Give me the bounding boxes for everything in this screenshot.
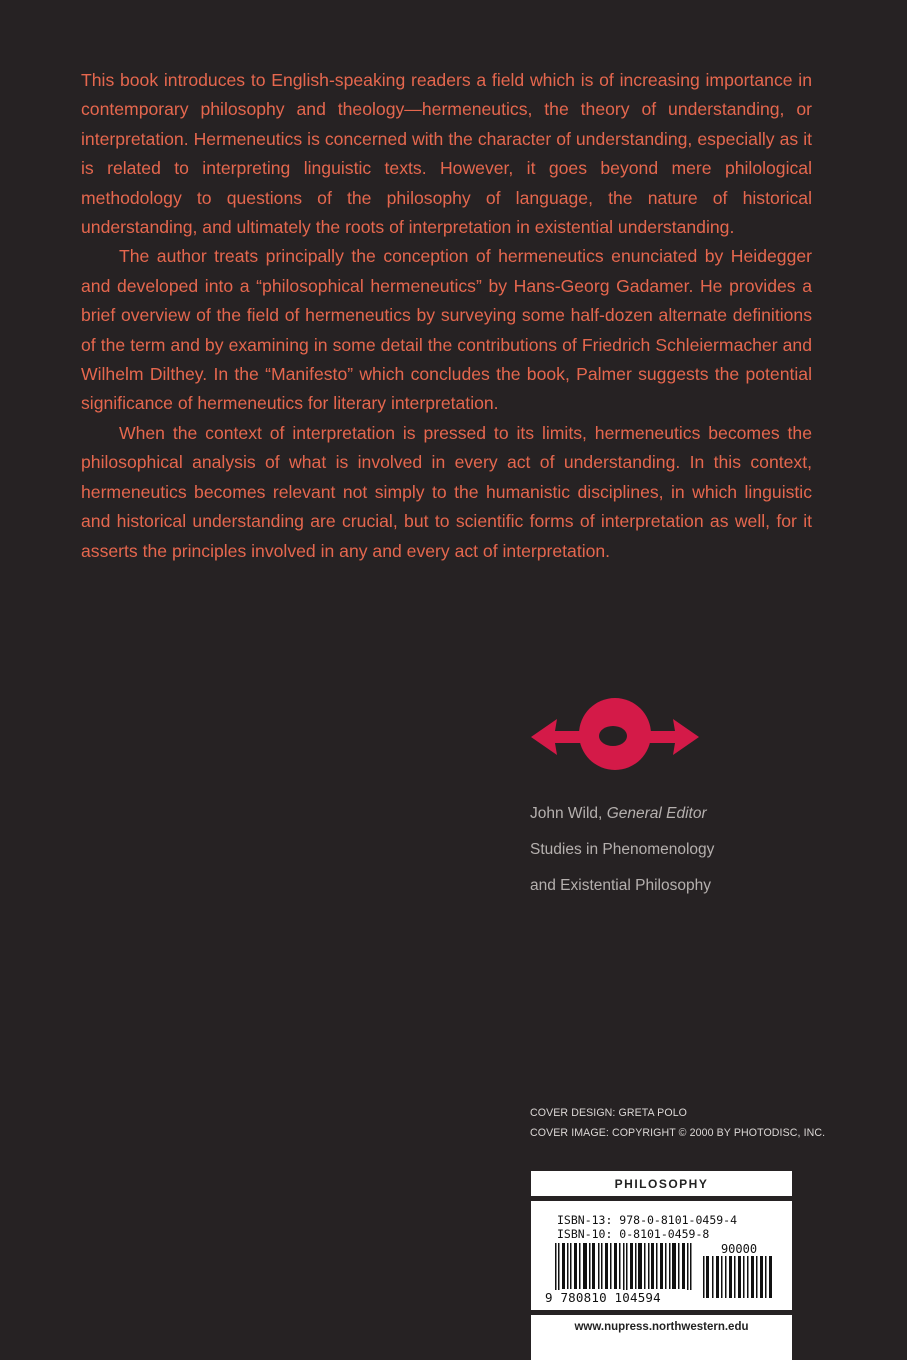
addon-barcode-icon: [703, 1256, 773, 1298]
back-cover-blurb: [81, 66, 812, 566]
isbn-10: ISBN-10: 0-8101-0459-8: [557, 1227, 710, 1241]
publisher-url[interactable]: www.nupress.northwestern.edu: [574, 1321, 749, 1333]
blurb-paragraph-2: The author treats principally the conception of hermeneutics enunciated by Heidegger and developed into a “philosophical hermeneutics” by Hans-Georg Gadamer. He provides a brief overview of the field of hermeneutics by surveying some half-dozen alternate definitions of the term and by examining in some detail the contributions of Friedrich Schleiermacher and Wilhelm Dilthey. In the “Manifesto” which concludes the book, Palmer suggests the potential significance of hermeneutics for literary interpretation.: [81, 246, 812, 414]
blurb-paragraph-1: This book introduces to English-speaking readers a field which is of increasing importance in contemporary philosophy and theology—hermeneutics, the theory of understanding, or interpretation. Hermeneutics is concerned with the character of understanding, especially as it is related to interpreting linguistic texts. However, it goes beyond mere philological methodology to questions of the philosophy of language, the nature of historical understanding, and ultimately the roots of interpretation in existential understanding.: [81, 70, 812, 238]
ean-number: 9 780810 104594: [545, 1290, 695, 1305]
series-logo-icon: [529, 692, 701, 774]
series-title-line-1: Studies in Phenomenology: [530, 841, 715, 858]
isbn-13: ISBN-13: 978-0-8101-0459-4: [557, 1213, 738, 1227]
barcode-panel: [531, 1201, 792, 1310]
editor-role: General Editor: [606, 805, 707, 822]
cover-image-credit: COVER IMAGE: COPYRIGHT © 2000 BY PHOTODISC, INC.: [530, 1127, 826, 1139]
isbn-text: [557, 1213, 737, 1241]
series-title-line-2: and Existential Philosophy: [530, 877, 711, 894]
series-editor: [530, 796, 714, 832]
barcode-addon-number: 90000: [720, 1242, 758, 1256]
cover-credits: [530, 1103, 825, 1143]
blurb-paragraph-3: When the context of interpretation is pressed to its limits, hermeneutics becomes the philosophical analysis of what is involved in every act of understanding. In this context, hermeneutics becomes relevant not simply to the humanistic disciplines, in which linguistic and historical understanding are crucial, but to scientific forms of interpretation as well, for it asserts the principles involved in any and every act of interpretation.: [81, 422, 812, 561]
ean-barcode-icon: [555, 1243, 695, 1295]
cover-design-credit: COVER DESIGN: GRETA POLO: [530, 1107, 688, 1119]
editor-name: John Wild,: [530, 805, 603, 822]
subject-label: PHILOSOPHY: [531, 1171, 792, 1196]
publisher-url-box: [531, 1315, 792, 1360]
series-info: [530, 796, 714, 904]
